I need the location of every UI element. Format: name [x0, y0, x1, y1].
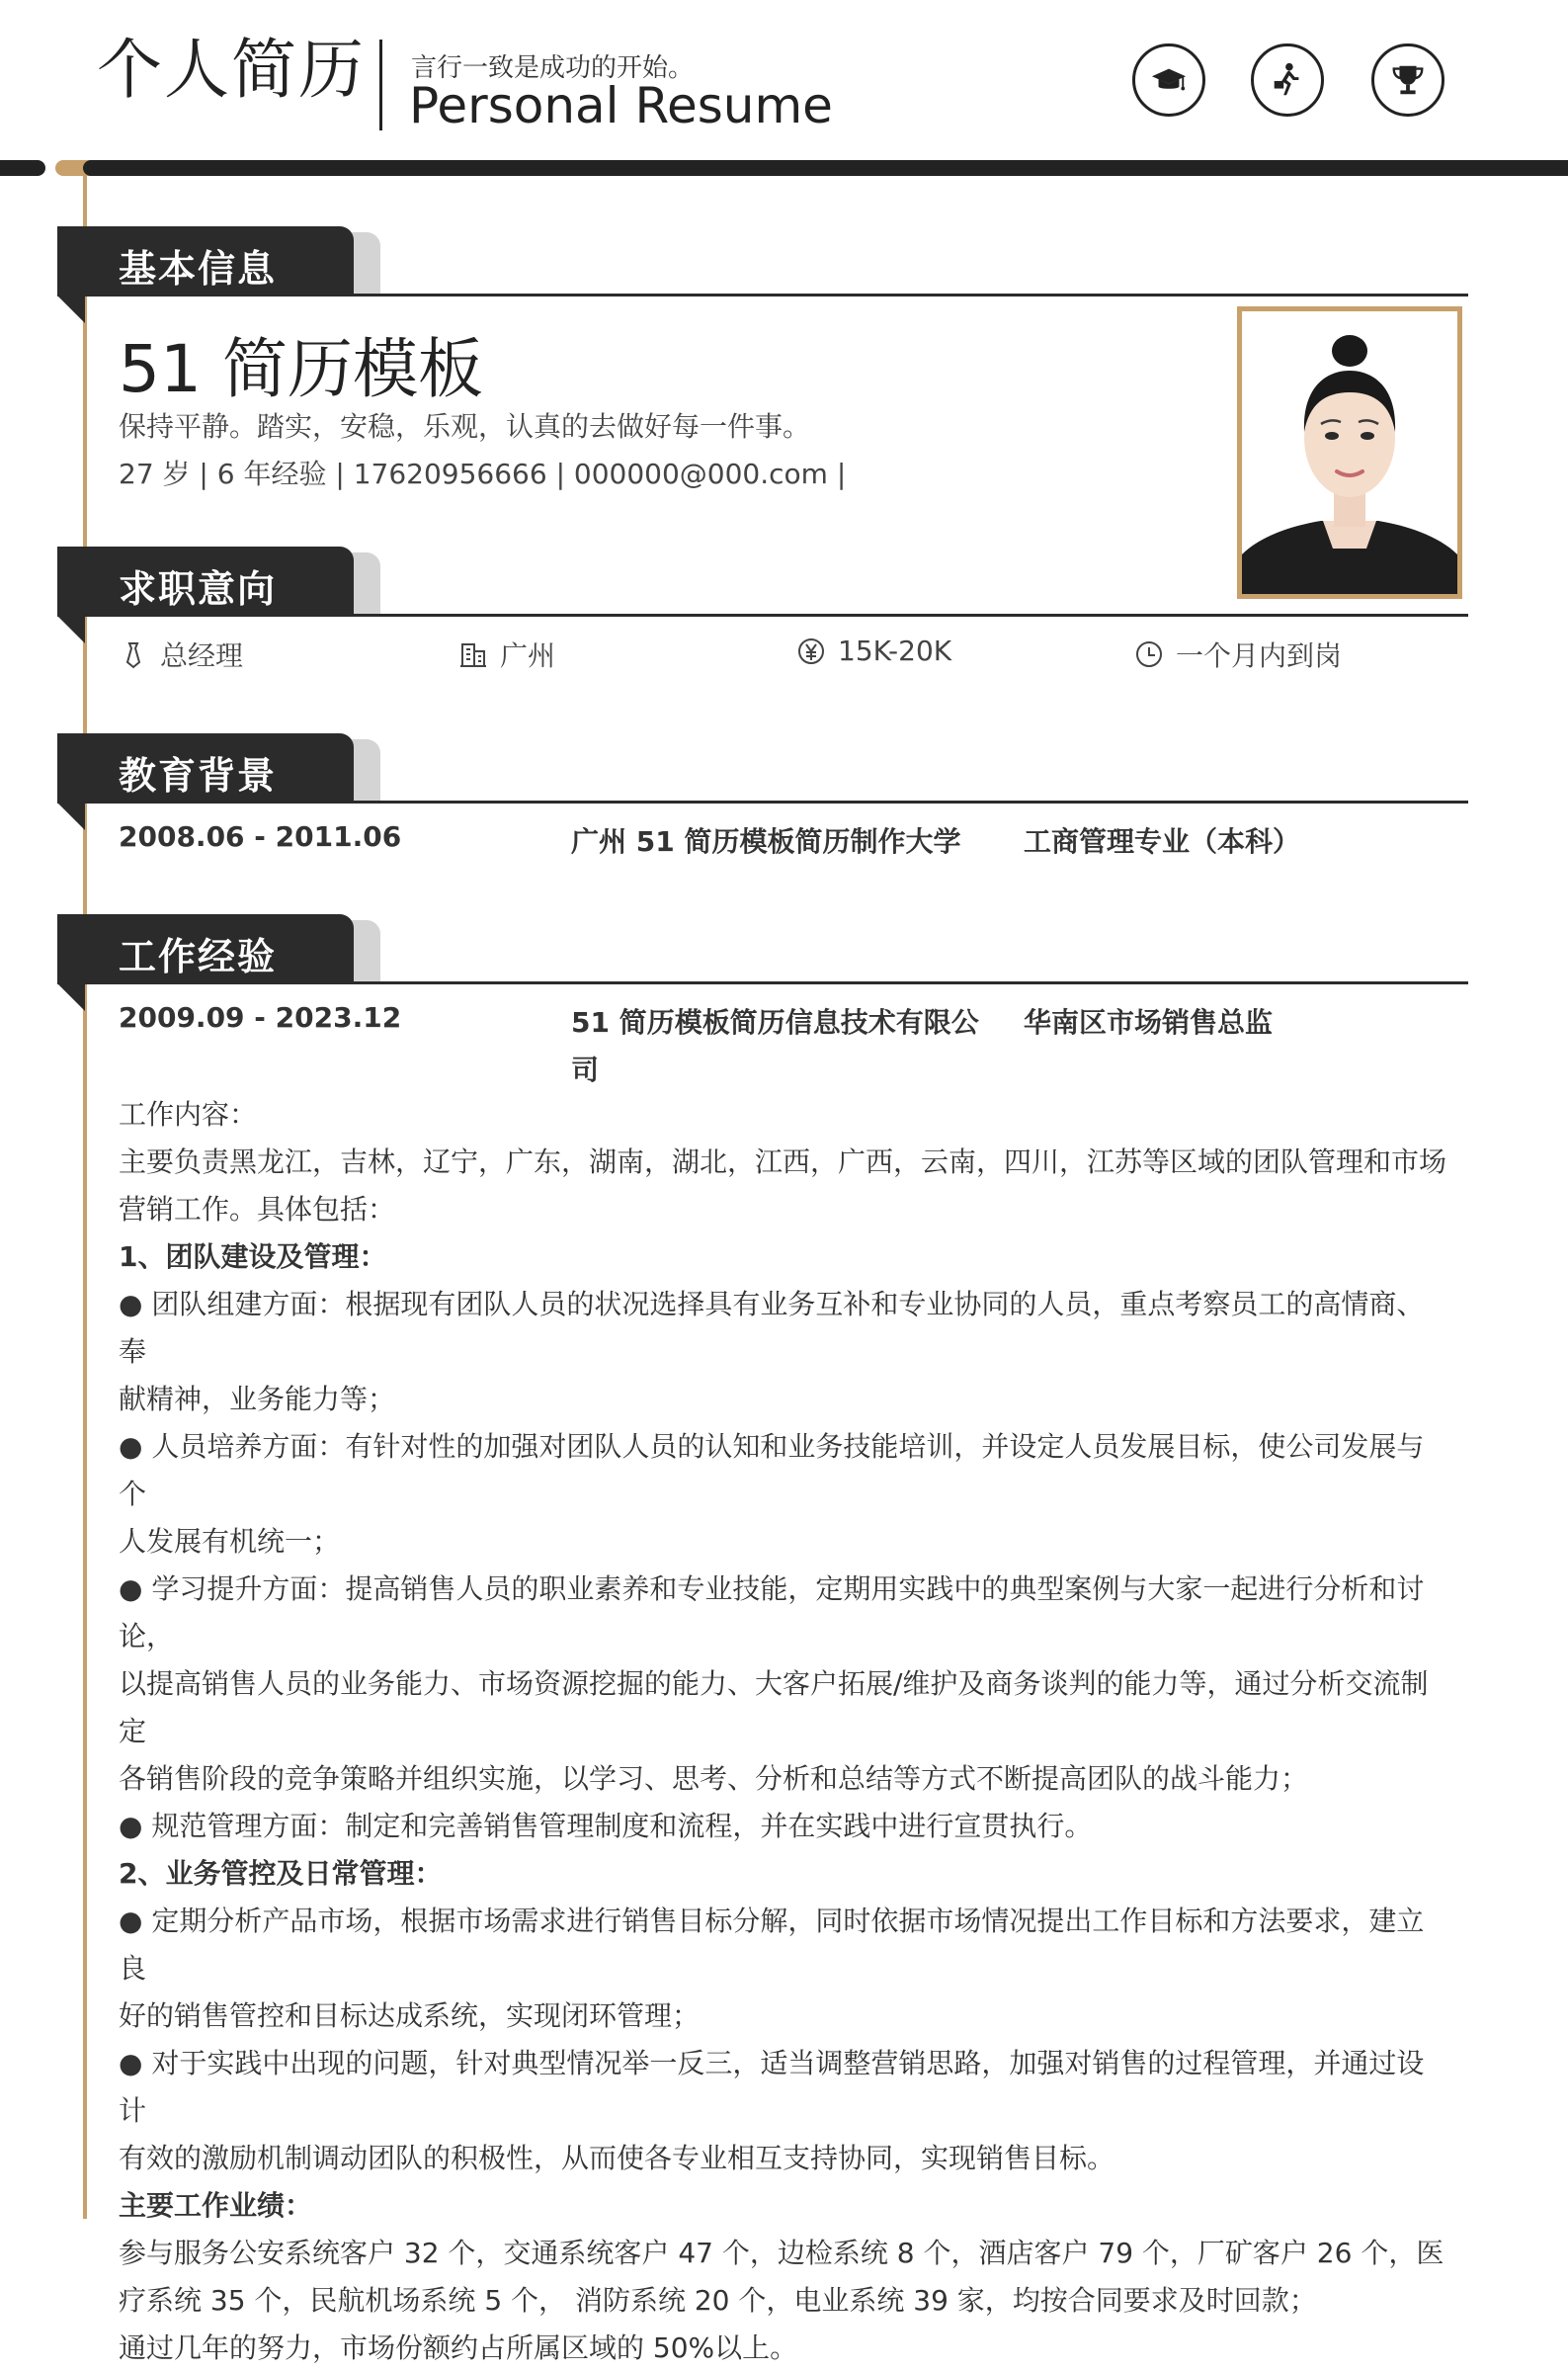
- page-title-en: Personal Resume: [409, 77, 833, 134]
- subheading: 2、业务管控及日常管理：: [119, 1857, 443, 1890]
- yen-icon: [796, 636, 826, 666]
- result-line: 参与服务公安系统客户 32 个，交通系统客户 47 个，边检系统 8 个，酒店客户 79 个，厂矿客户 26 个，医: [119, 2237, 1444, 2269]
- title-divider: [379, 40, 382, 130]
- bullet-line: 献精神，业务能力等；: [119, 1383, 396, 1415]
- intent-availability: [1134, 635, 1342, 674]
- runner-icon: [1251, 43, 1324, 117]
- intent-salary-text: 15K-20K: [838, 635, 952, 667]
- bullet-line: 人发展有机统一；: [119, 1525, 341, 1558]
- content-label: 工作内容：: [119, 1098, 258, 1131]
- result-line: 疗系统 35 个，民航机场系统 5 个， 消防系统 20 个，电业系统 39 家，均按合同要求及时回款；: [119, 2284, 1317, 2317]
- contact-meta: 27 岁 | 6 年经验 | 17620956666 | 000000@000.com |: [119, 458, 847, 490]
- section-title: 教育背景: [119, 754, 278, 798]
- subheading: 1、团队建设及管理：: [119, 1240, 387, 1273]
- intent-city: [458, 635, 555, 674]
- clock-icon: [1134, 639, 1164, 669]
- tie-icon: [119, 639, 148, 669]
- bullet-line: ● 学习提升方面：提高销售人员的职业素养和专业技能，定期用实践中的典型案例与大家一起进行分析和讨论，: [119, 1572, 1425, 1652]
- timeline-line: [83, 176, 87, 2219]
- education-major: 工商管理专业（本科）: [1024, 825, 1301, 858]
- result-line: 通过几年的努力，市场份额约占所属区域的 50%以上。: [119, 2331, 798, 2364]
- work-company-cont: 司: [571, 1054, 600, 1086]
- education-period: 2008.06 - 2011.06: [119, 820, 402, 853]
- work-description: [119, 1091, 1448, 2372]
- section-header-basic: [57, 226, 1468, 305]
- work-company: 51 简历模板简历信息技术有限公: [571, 1006, 979, 1039]
- bullet-line: ● 团队组建方面：根据现有团队人员的状况选择具有业务互补和专业协同的人员，重点考察员工的高情商、奉: [119, 1288, 1425, 1368]
- bullet-line: 以提高销售人员的业务能力、市场资源挖掘的能力、大客户拓展/维护及商务谈判的能力等，通过分析交流制定: [119, 1667, 1429, 1747]
- intent-position-text: 总经理: [160, 639, 244, 672]
- motto: 言行一致是成功的开始。: [411, 53, 695, 83]
- education-school: 广州 51 简历模板简历制作大学: [571, 825, 961, 858]
- bullet-line: ● 定期分析产品市场，根据市场需求进行销售目标分解，同时依据市场情况提出工作目标和方法要求，建立良: [119, 1905, 1425, 1985]
- intro-line: 营销工作。具体包括：: [119, 1193, 396, 1226]
- bullet-line: ● 对于实践中出现的问题，针对典型情况举一反三，适当调整营销思路，加强对销售的过程管理，并通过设计: [119, 2047, 1425, 2127]
- section-header-intention: [57, 547, 1468, 626]
- bullet-line: ● 人员培养方面：有针对性的加强对团队人员的认知和业务技能培训，并设定人员发展目标，使公司发展与个: [119, 1430, 1425, 1510]
- section-title: 工作经验: [119, 935, 278, 978]
- top-bar-left: [0, 160, 45, 176]
- intent-position: [119, 635, 243, 674]
- work-period: 2009.09 - 2023.12: [119, 1001, 402, 1034]
- intent-city-text: 广州: [500, 639, 556, 672]
- section-header-work: [57, 914, 1468, 993]
- intro-line: 主要负责黑龙江，吉林，辽宁，广东，湖南，湖北，江西，广西，云南，四川，江苏等区域的团队管理和市场: [119, 1145, 1447, 1178]
- intent-availability-text: 一个月内到岗: [1176, 639, 1343, 672]
- bullet-line: ● 规范管理方面：制定和完善销售管理制度和流程，并在实践中进行宣贯执行。: [119, 1810, 1093, 1842]
- building-icon: [458, 639, 488, 669]
- section-header-education: [57, 733, 1468, 812]
- intent-salary: [796, 635, 951, 667]
- bullet-line: 有效的激励机制调动团队的积极性，从而使各专业相互支持协同，实现销售目标。: [119, 2142, 1115, 2174]
- trophy-icon: [1371, 43, 1444, 117]
- top-bar: [83, 160, 1568, 176]
- tagline: 保持平静。踏实，安稳，乐观，认真的去做好每一件事。: [119, 410, 811, 443]
- subheading: 主要工作业绩：: [119, 2189, 313, 2222]
- candidate-name: 51 简历模板: [119, 331, 483, 407]
- section-title: 求职意向: [119, 567, 278, 611]
- graduation-cap-icon: [1132, 43, 1205, 117]
- bullet-line: 好的销售管控和目标达成系统，实现闭环管理；: [119, 1999, 701, 2032]
- section-title: 基本信息: [119, 247, 278, 291]
- bullet-line: 各销售阶段的竞争策略并组织实施，以学习、思考、分析和总结等方式不断提高团队的战斗能力；: [119, 1762, 1309, 1795]
- work-position: 华南区市场销售总监: [1024, 1006, 1274, 1039]
- page-title-cn: 个人简历: [97, 32, 366, 108]
